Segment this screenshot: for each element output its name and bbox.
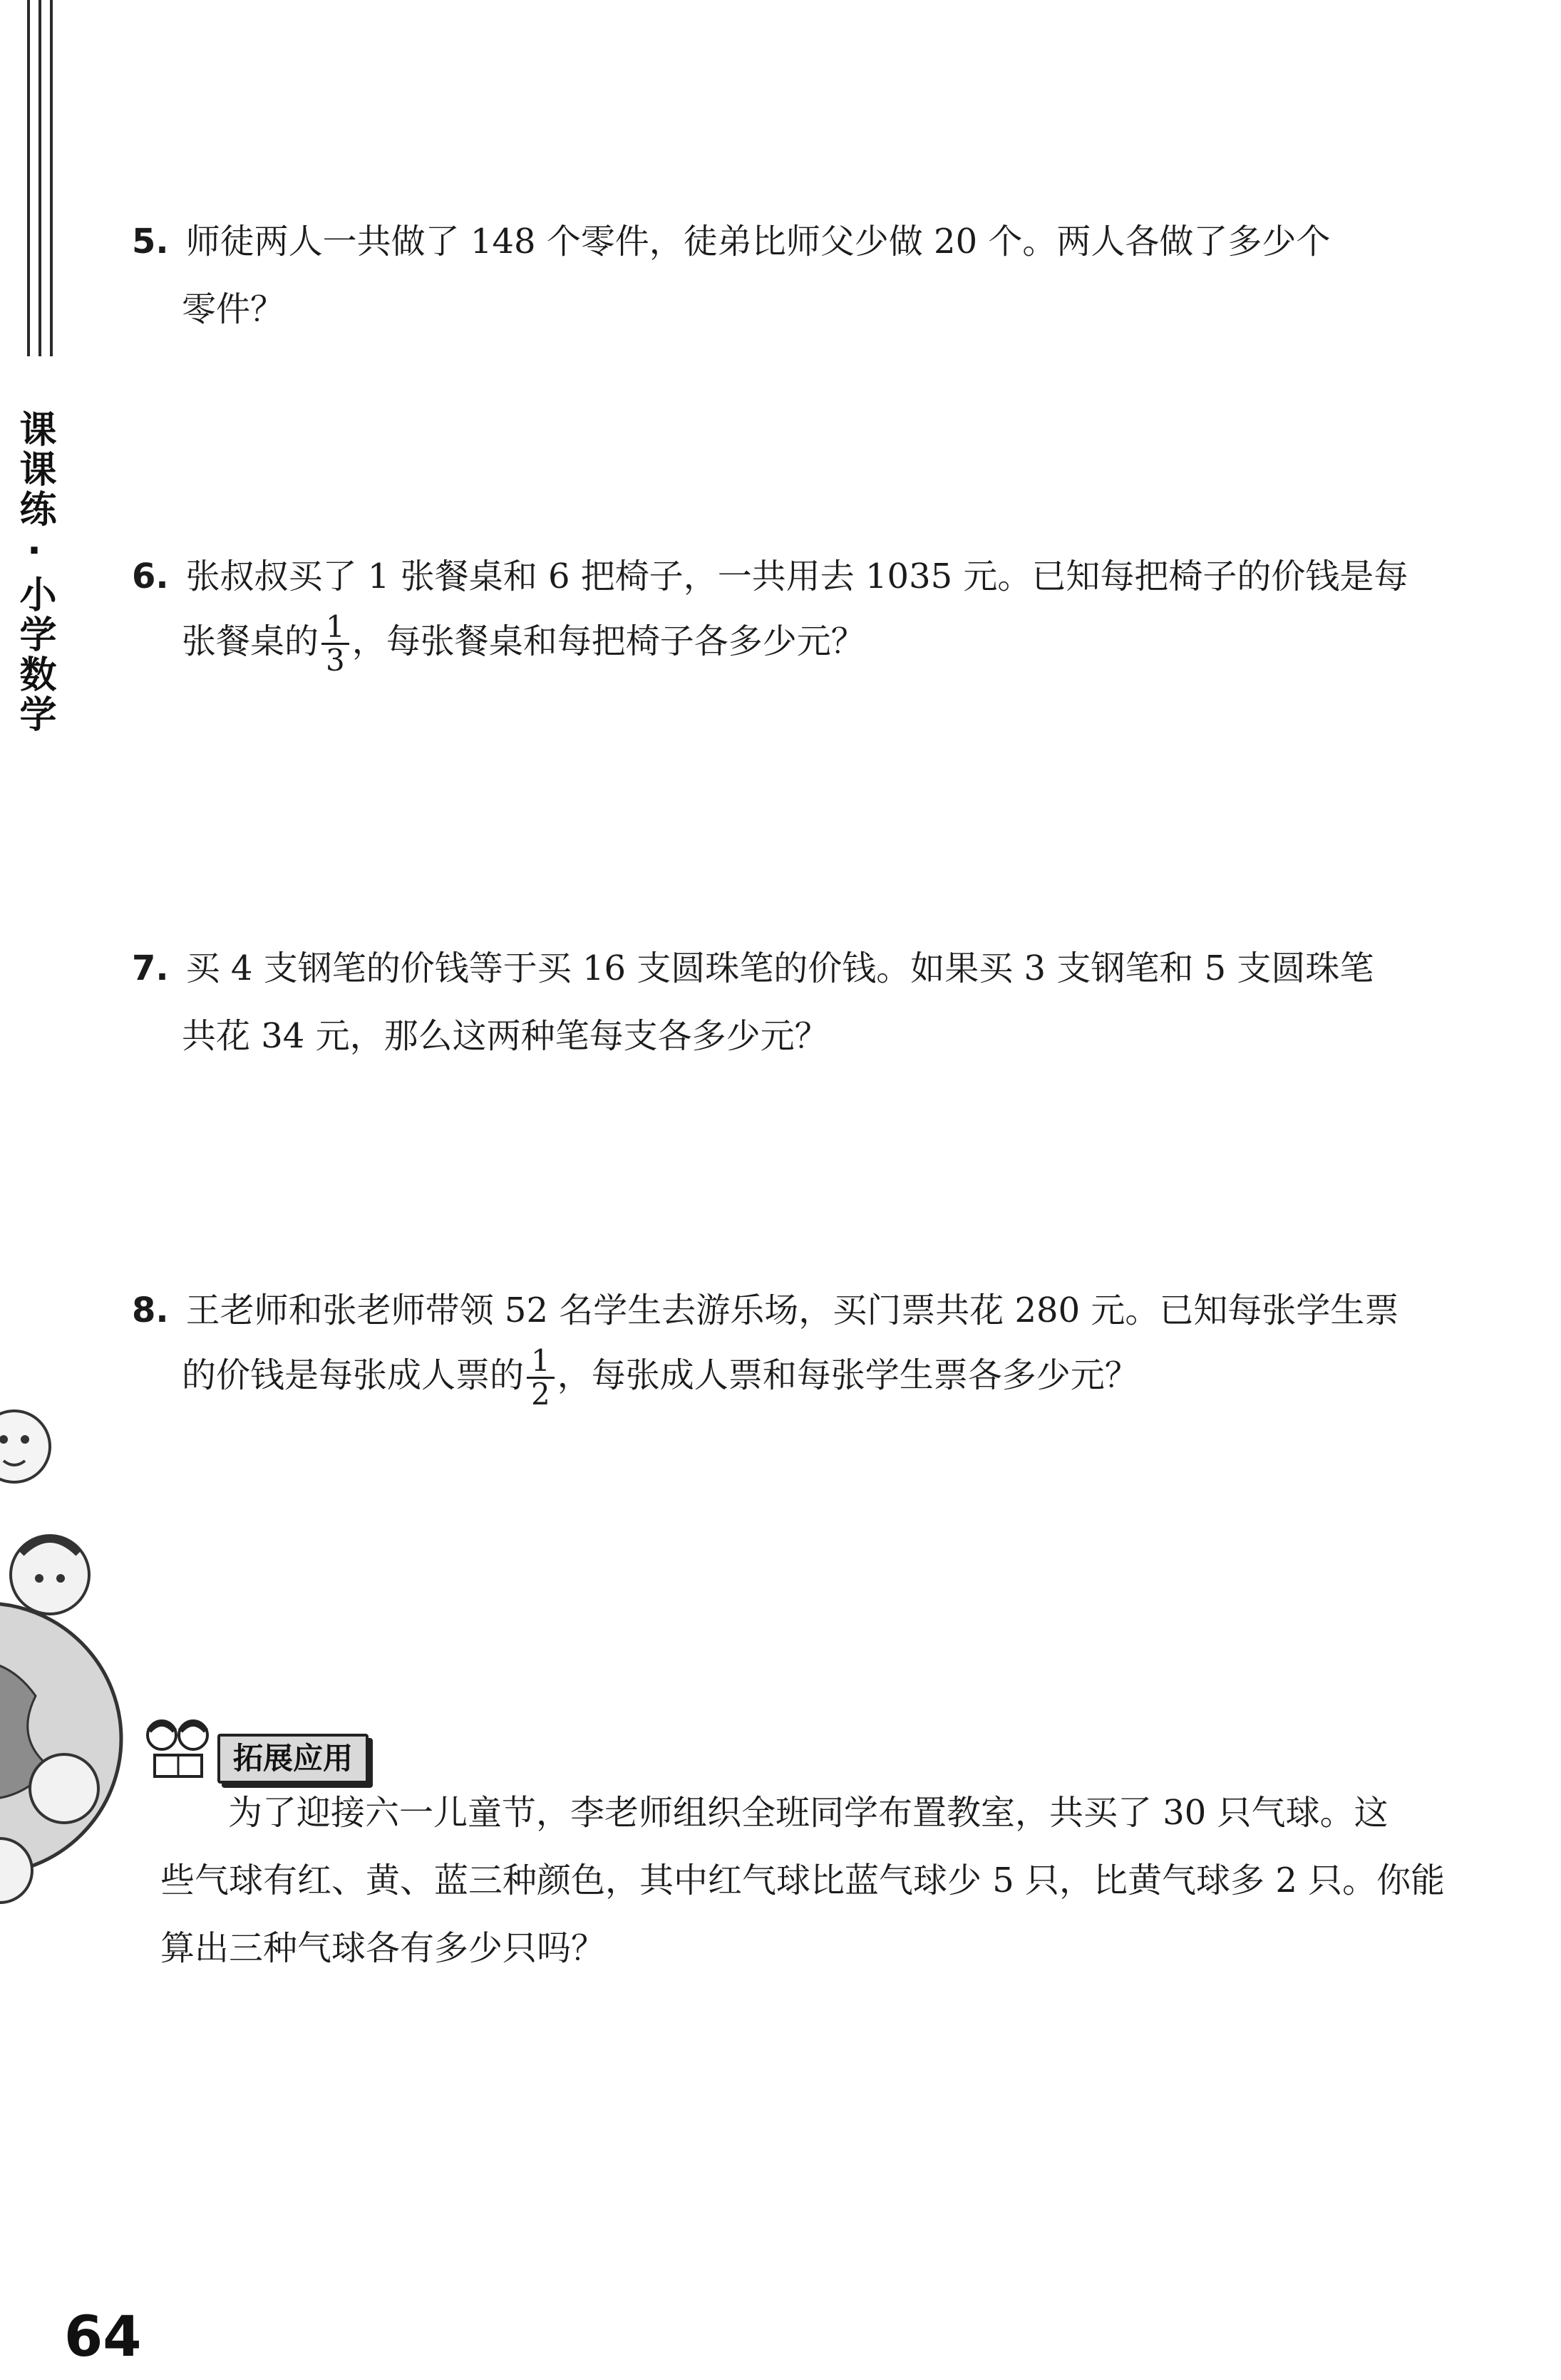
extension-line: 算出三种气球各有多少只吗？: [160, 1928, 606, 1968]
question-line: 8. 王老师和张老师带领 52 名学生去游乐场，买门票共花 280 元。已知每张学生票: [132, 1290, 1399, 1330]
globe-children-illustration: [0, 1340, 128, 1924]
margin-rule: [27, 0, 30, 356]
question-line: 7. 买 4 支钢笔的价钱等于买 16 支圆珠笔的价钱。如果买 3 支钢笔和 5 支圆珠笔: [132, 948, 1374, 988]
question-line: 6. 张叔叔买了 1 张餐桌和 6 把椅子，一共用去 1035 元。已知每把椅子的价钱是每: [132, 557, 1408, 596]
extension-line: 些气球有红、黄、蓝三种颜色，其中红气球比蓝气球少 5 只，比黄气球多 2 只。你能: [160, 1861, 1446, 1900]
question-number: 7.: [132, 948, 169, 988]
question-line: 的价钱是每张成人票的 $\frac{1}{2}$ ，每张成人票和每张学生票各多少元？: [182, 1343, 1139, 1412]
margin-rule: [38, 0, 41, 356]
margin-rule: [50, 0, 53, 356]
question-line: 5. 师徒两人一共做了 148 个零件，徒弟比师父少做 20 个。两人各做了多少个: [132, 222, 1331, 262]
question-line: 零件？: [182, 289, 285, 329]
fraction-one-half: $\frac{1}{2}$: [527, 1345, 555, 1410]
question-line: 张餐桌的 $\frac{1}{3}$ ，每张餐桌和每把椅子各多少元？: [182, 609, 865, 678]
extension-header: [139, 1714, 431, 1785]
question-line: 共花 34 元，那么这两种笔每支各多少元？: [182, 1016, 829, 1056]
side-title: 课课练·小学数学: [13, 410, 56, 735]
extension-line: 为了迎接六一儿童节，李老师组织全班同学布置教室，共买了 30 只气球。这: [228, 1793, 1389, 1833]
page-number: 64: [64, 2305, 142, 2369]
extension-title: 拓展应用: [217, 1734, 369, 1784]
question-number: 8.: [132, 1290, 169, 1330]
question-number: 6.: [132, 557, 169, 596]
question-number: 5.: [132, 222, 169, 262]
fraction-one-third: $\frac{1}{3}$: [321, 611, 349, 676]
reading-children-icon: [139, 1714, 217, 1785]
